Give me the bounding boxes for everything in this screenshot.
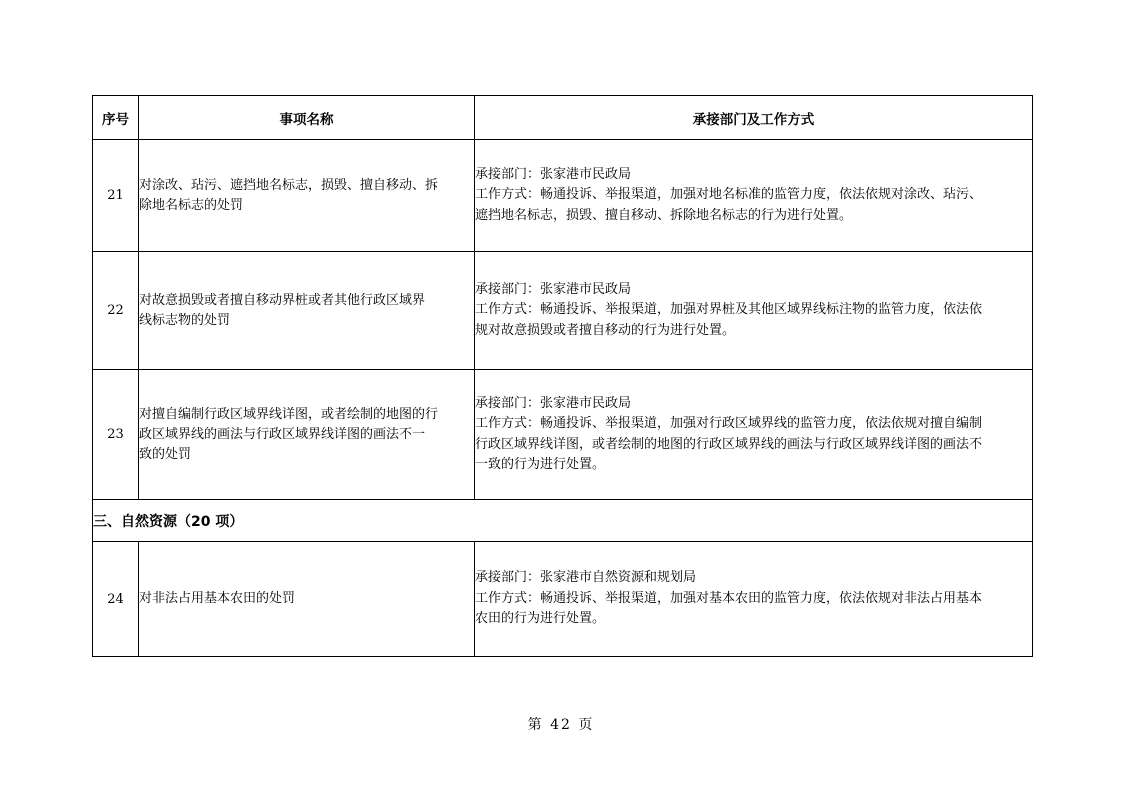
row-number: 22: [93, 252, 139, 370]
method-line: 遮挡地名标志，损毁、擅自移动、拆除地名标志的行为进行处置。: [475, 207, 853, 223]
section-row: [93, 500, 1033, 542]
dept-line: 承接部门：张家港市自然资源和规划局: [475, 570, 697, 586]
dept-line: 承接部门：张家港市民政局: [475, 281, 632, 297]
method-line: 工作方式：畅通投诉、举报渠道，加强对地名标准的监管力度，依法依规对涂改、玷污、: [475, 187, 983, 203]
matter-name: [139, 370, 475, 500]
matter-name: [139, 252, 475, 370]
dept-and-method: [475, 370, 1033, 500]
row-number: 23: [93, 370, 139, 500]
header-dept: 承接部门及工作方式: [475, 96, 1033, 140]
matter-name: [139, 542, 475, 657]
method-line: 一致的行为进行处置。: [475, 457, 606, 472]
method-line: 行政区域界线详图，或者绘制的地图的行政区域界线的画法与行政区域界线详图的画法不: [475, 436, 983, 452]
table-header-row: [93, 96, 1033, 140]
dept-and-method: [475, 140, 1033, 252]
header-seq: 序号: [93, 96, 139, 140]
dept-line: 承接部门：张家港市民政局: [475, 395, 632, 411]
dept-and-method: [475, 252, 1033, 370]
row-number: 21: [93, 140, 139, 252]
method-line: 规对故意损毁或者擅自移动的行为进行处置。: [475, 322, 736, 338]
matters-table: [92, 95, 1033, 657]
table-row: [93, 542, 1033, 657]
section-heading: 三、自然资源（20 项）: [93, 500, 1033, 542]
table-row: [93, 252, 1033, 370]
page-number: 第 42 页: [527, 717, 595, 733]
table-row: [93, 370, 1033, 500]
matter-name-line: 致的处罚: [139, 446, 192, 462]
table-row: [93, 140, 1033, 252]
matter-name: [139, 140, 475, 252]
matter-name-line: 对故意损毁或者擅自移动界桩或者其他行政区域界: [139, 292, 426, 308]
matter-name-line: 对涂改、玷污、遮挡地名标志，损毁、擅自移动、拆: [139, 177, 439, 193]
method-line: 工作方式：畅通投诉、举报渠道，加强对行政区域界线的监管力度，依法依规对擅自编制: [475, 416, 983, 431]
row-number: 24: [93, 542, 139, 657]
dept-line: 承接部门：张家港市民政局: [475, 166, 632, 182]
method-line: 农田的行为进行处置。: [475, 611, 606, 627]
method-line: 工作方式：畅通投诉、举报渠道，加强对界桩及其他区域界线标注物的监管力度，依法依: [475, 302, 983, 318]
method-line: 工作方式：畅通投诉、举报渠道，加强对基本农田的监管力度，依法依规对非法占用基本: [475, 590, 983, 606]
matter-name-line: 除地名标志的处罚: [139, 197, 244, 213]
header-name: 事项名称: [139, 96, 475, 140]
matter-name-line: 对擅自编制行政区域界线详图，或者绘制的地图的行: [139, 406, 439, 422]
dept-and-method: [475, 542, 1033, 657]
matter-name-line: 线标志物的处罚: [139, 312, 231, 328]
matter-name-line: 政区域界线的画法与行政区域界线详图的画法不一: [139, 426, 426, 442]
matter-name-line: 对非法占用基本农田的处罚: [139, 591, 296, 606]
